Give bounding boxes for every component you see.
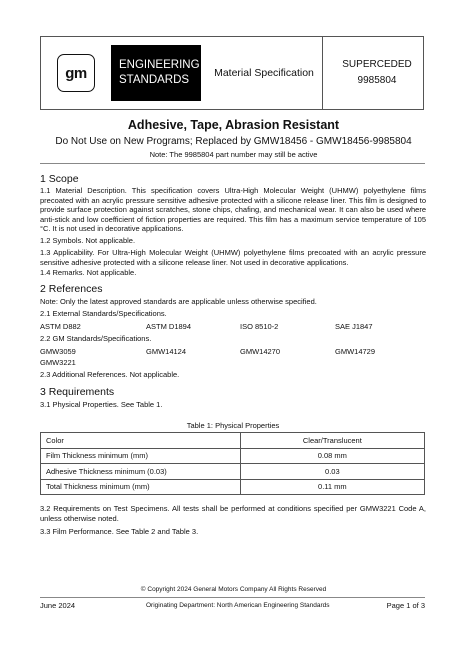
table-cell: Adhesive Thickness minimum (0.03): [41, 464, 241, 480]
engineering-standards-badge: [111, 45, 201, 101]
eng-line2: STANDARDS: [119, 74, 190, 86]
footer-rule: [40, 597, 425, 598]
scope-remarks: 1.4 Remarks. Not applicable.: [40, 268, 137, 277]
table-cell: 0.11 mm: [240, 479, 424, 495]
header-divider: [322, 37, 323, 109]
copyright: © Copyright 2024 General Motors Company All Rights Reserved: [140, 586, 327, 593]
section-heading-scope: 1 Scope: [40, 173, 79, 185]
table-cell: 0.03: [240, 464, 424, 480]
gm-logo: [57, 54, 95, 92]
footer-page-number: Page 1 of 3: [386, 601, 425, 610]
references-note: Note: Only the latest approved standards are applicable unless otherwise specified.: [40, 297, 317, 306]
gm-standard: GMW3221: [40, 358, 76, 367]
superceded-number: 9985804: [357, 75, 397, 86]
eng-line1: ENGINEERING: [119, 59, 200, 71]
gm-standard: GMW14729: [335, 347, 376, 356]
gm-standards-label: 2.2 GM Standards/Specifications.: [40, 334, 152, 343]
table-cell: Film Thickness minimum (mm): [41, 448, 241, 464]
document-title: Adhesive, Tape, Abrasion Resistant: [127, 118, 340, 132]
gm-standard: GMW14124: [146, 347, 187, 356]
additional-references: 2.3 Additional References. Not applicable.: [40, 370, 180, 379]
table-cell: Total Thickness minimum (mm): [41, 479, 241, 495]
physical-properties-table: [40, 432, 425, 495]
test-specimens-text: 3.2 Requirements on Test Specimens. All tests shall be performed at conditions specified per GMW3221 Code A, unless otherwise noted.: [40, 504, 426, 523]
table-header-cell: Color: [41, 433, 241, 449]
table-caption: Table 1: Physical Properties: [186, 421, 280, 430]
table-header-row: [41, 433, 425, 449]
section-heading-references: 2 References: [40, 283, 103, 295]
table-row: [41, 479, 425, 495]
film-performance-text: 3.3 Film Performance. See Table 2 and Table 3.: [40, 527, 199, 536]
scope-symbols: 1.2 Symbols. Not applicable.: [40, 236, 136, 245]
scope-applicability: 1.3 Applicability. For Ultra-High Molecular Weight (UHMW) polyethylene films precoated with an acrylic pressure sensitive adhesive protected with a silicone release liner. Not used in decorative applications.: [40, 248, 426, 267]
external-standard: ASTM D1894: [146, 322, 192, 331]
section-heading-requirements: 3 Requirements: [40, 386, 115, 398]
external-standard: ISO 8510-2: [240, 322, 279, 331]
external-standards-label: 2.1 External Standards/Specifications.: [40, 309, 167, 318]
table-row: [41, 448, 425, 464]
gm-logo-text: gm: [65, 64, 87, 82]
title-rule: [40, 163, 425, 164]
footer-date: June 2024: [40, 601, 76, 610]
document-subtitle: Do Not Use on New Programs; Replaced by GMW18456 - GMW18456-9985804: [55, 136, 412, 147]
physical-properties-text: 3.1 Physical Properties. See Table 1.: [40, 400, 163, 409]
external-standard: ASTM D882: [40, 322, 81, 331]
superceded-label: SUPERCEDED: [342, 59, 412, 70]
footer-department: Originating Department: North American Engineering Standards: [146, 602, 330, 609]
table-cell: 0.08 mm: [240, 448, 424, 464]
document-note: Note: The 9985804 part number may still be active: [149, 150, 318, 159]
table-row: [41, 464, 425, 480]
scope-material-description: 1.1 Material Description. This specification covers Ultra-High Molecular Weight (UHMW) polyethylene films precoated with an acrylic pressure sensitive adhesive protected with a silicone release liner. This film is designed to provide surface protection against scratches, stone chips, chafing, and mechanical wear. It can also be used where anti-stick and low coefficient of fiction properties are required. This film has a maximum service temperature of 105 °C. It is not used in decorative applications.: [40, 186, 426, 234]
external-standard: SAE J1847: [335, 322, 373, 331]
gm-standard: GMW14270: [240, 347, 281, 356]
superceded-block: [331, 37, 423, 109]
gm-standard: GMW3059: [40, 347, 76, 356]
table-header-cell: Clear/Translucent: [240, 433, 424, 449]
header-box: [40, 36, 424, 110]
material-specification-label: Material Specification: [214, 67, 314, 79]
